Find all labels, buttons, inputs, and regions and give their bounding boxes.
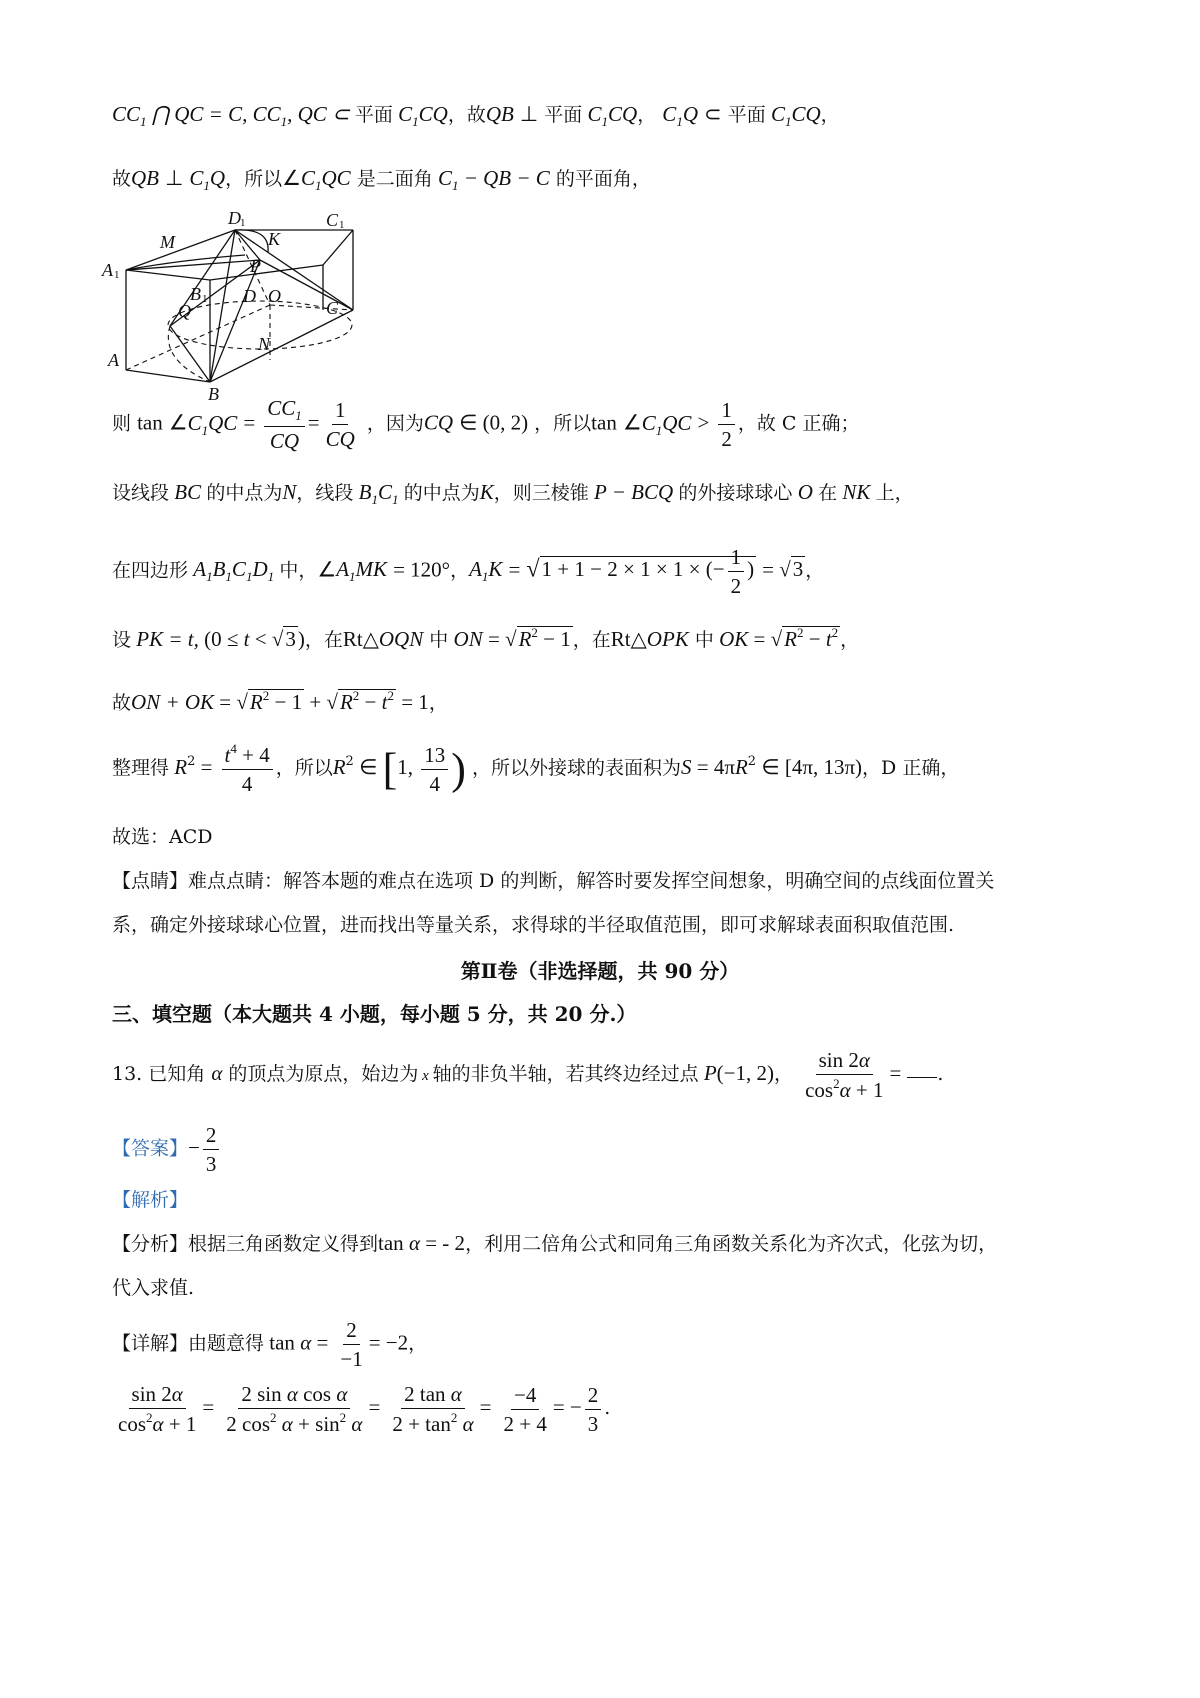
analysis-label: 【解析】 bbox=[112, 1189, 189, 1211]
text-line-1: $CC_1$ ⋂ QC = C, $CC_1$, QC ⊂ 平面 $C_1CQ$，故QB ⊥ 平面 $C_1CQ$， $C_1Q$ ⊂ 平面 $C_1CQ$， bbox=[112, 102, 840, 129]
svg-text:M: M bbox=[160, 232, 175, 252]
svg-text:1: 1 bbox=[202, 293, 208, 305]
text-line-7: 故ON + OK = $√R^2 - 1 + √R^2 - t^2 = 1$， bbox=[112, 688, 448, 714]
text-line-4: 设线段 BC 的中点为N，线段 $B_1C_1$ 的中点为K，则三棱锥 P − BCQ 的外接球球心 O 在 NK 上， bbox=[112, 480, 914, 507]
text-line-2: 故QB ⊥ $C_1Q$，所以$\angle C_1QC$ 是二面角 $C_1$ − QB − C 的平面角， bbox=[112, 166, 651, 193]
text-line-3: 则 $\tan \angle C_1QC$ = $\frac{CC_1}{CQ}$ = $\frac{1}{CQ}$ ，因为CQ ∈ (0, 2) ，所以$\tan \angle C_1QC$ > $\frac{1}{2}$ ，故 C 正确； bbox=[112, 396, 860, 453]
svg-text:B: B bbox=[190, 284, 201, 304]
svg-text:B: B bbox=[208, 384, 219, 404]
svg-text:1: 1 bbox=[240, 217, 246, 229]
xiangjie-line-1: 【详解】由题意得 tan α = $\frac{2}{-1}$ = −2， bbox=[112, 1318, 428, 1372]
text-line-6: 设 PK = t, (0 ≤ t < √3)，在Rt△OQN 中 ON = $√R^2 - 1$ ，在Rt△OPK 中 OK = $√R^2 - t^2$ ， bbox=[112, 625, 860, 651]
svg-text:C: C bbox=[326, 210, 339, 230]
svg-text:A: A bbox=[102, 260, 113, 280]
fenxi-line-2: 代入求值. bbox=[112, 1277, 195, 1299]
dianjing-line-1: 【点睛】难点点睛：解答本题的难点在选项 D 的判断，解答时要发挥空间想象，明确空间的点线面位置关 bbox=[112, 870, 995, 892]
question-13: 13. 已知角 α 的顶点为原点，始边为 x 轴的非负半轴，若其终边经过点 P(−1, 2)， $\frac{\sin 2\alpha}{\cos^2\alpha + 1}$ = . bbox=[112, 1048, 944, 1103]
svg-text:P: P bbox=[250, 256, 261, 276]
svg-text:1: 1 bbox=[114, 269, 120, 281]
text-line-8: 整理得 $R^2$ = $\frac{t^4 + 4}{4}$ ，所以$R^2$ ∈ [1, $\frac{13}{4}$ ) ，所以外接球的表面积为$S = 4\pi R^2$ ∈ [4π, 13π)，D 正确， bbox=[112, 741, 960, 797]
geometry-figure bbox=[100, 210, 380, 410]
section-title: 第Ⅱ卷（非选择题，共 90 分） bbox=[460, 959, 740, 983]
svg-text:N: N bbox=[258, 334, 271, 354]
section-heading: 三、填空题（本大题共 4 小题，每小题 5 分，共 20 分.） bbox=[112, 1002, 637, 1026]
answer-choice-line: 故选：ACD bbox=[112, 826, 213, 848]
svg-text:D: D bbox=[228, 210, 241, 228]
fenxi-line-1: 【分析】根据三角函数定义得到tan α = - 2，利用二倍角公式和同角三角函数关系化为齐次式，化弦为切， bbox=[112, 1231, 998, 1255]
svg-text:C: C bbox=[326, 298, 339, 318]
answer-line: 【答案】− $\frac{2}{3}$ bbox=[112, 1123, 222, 1176]
svg-text:1: 1 bbox=[339, 219, 345, 231]
svg-text:Q: Q bbox=[178, 301, 191, 321]
svg-text:O: O bbox=[268, 286, 281, 306]
svg-text:K: K bbox=[268, 229, 281, 249]
dianjing-line-2: 系，确定外接球球心位置，进而找出等量关系，求得球的半径取值范围，即可求解球表面积取值范围. bbox=[112, 914, 955, 936]
text-line-5: 在四边形 $A_1B_1C_1D_1$ 中，$\angle A_1MK = 120^\circ$，$A_1K = √1 + 1 - 2 \times 1 \times 1$ × (− $\frac{1}{2}$ ) = √3 ， bbox=[112, 545, 825, 599]
svg-text:A: A bbox=[108, 350, 119, 370]
xiangjie-line-2: $\frac{\sin 2\alpha}{\cos^2\alpha + 1}$ = $\frac{\text{2 sin α cos α}}{2 \cos^2 \alpha + \sin^2 \alpha}$ = $\frac{\text{2 tan α}}{2 + \tan^2 \alpha}$ = $\frac{-4}{2 + 4}$ = − $\frac{2}{3}$ . bbox=[118, 1382, 611, 1437]
svg-text:D: D bbox=[243, 286, 256, 306]
